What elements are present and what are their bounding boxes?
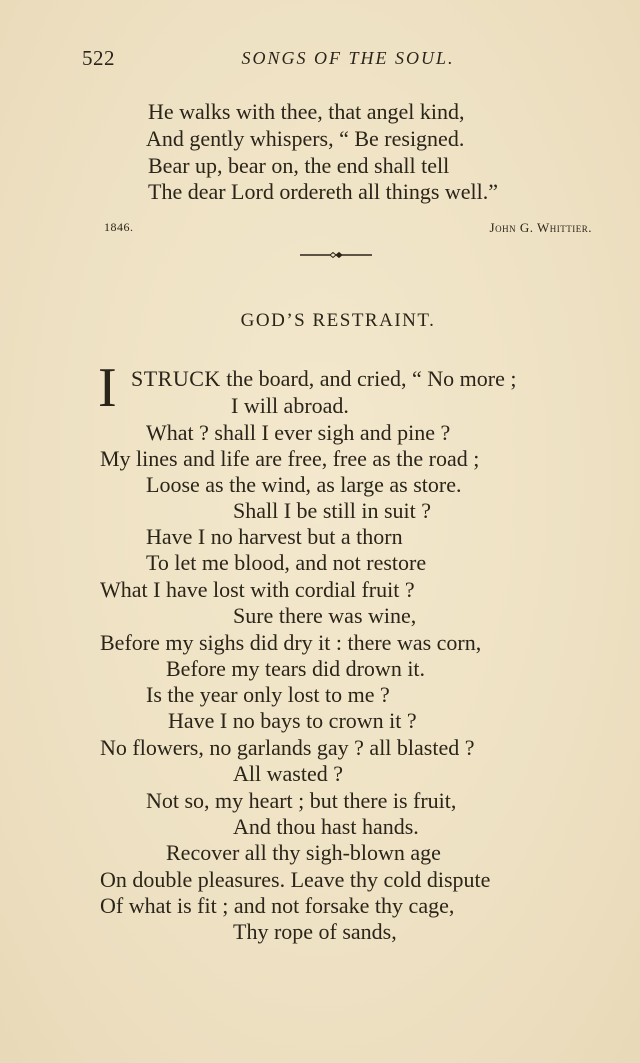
poem-first-line xyxy=(131,366,516,392)
poem-line: My lines and life are free, free as the road ; xyxy=(100,446,480,471)
poem-line: Thy rope of sands, xyxy=(233,919,397,944)
previous-poem-line-3: Bear up, bear on, the end shall tell xyxy=(148,153,450,178)
poem-title: GOD’S RESTRAINT. xyxy=(240,310,436,331)
poem-line: I will abroad. xyxy=(231,393,349,418)
poem-line: Have I no bays to crown it ? xyxy=(168,708,417,733)
previous-poem-line-1: He walks with thee, that angel kind, xyxy=(148,99,465,124)
poem-line: Before my tears did drown it. xyxy=(166,656,426,681)
previous-poem-line-2: And gently whispers, “ Be resigned. xyxy=(146,126,465,151)
ornament-divider-icon xyxy=(300,248,372,262)
poem-first-line-rest: the board, and cried, “ No more ; xyxy=(220,366,517,391)
poem-line: Have I no harvest but a thorn xyxy=(146,524,403,549)
poem-line: Shall I be still in suit ? xyxy=(233,498,431,523)
poem-line: Not so, my heart ; but there is fruit, xyxy=(146,788,457,813)
drop-cap: I xyxy=(98,357,117,419)
poem-line: Recover all thy sigh-blown age xyxy=(166,840,441,865)
poem-line: All wasted ? xyxy=(233,761,343,786)
poem-line: Before my sighs did dry it : there was corn, xyxy=(100,630,482,655)
poem-line: On double pleasures. Leave thy cold dispute xyxy=(100,867,491,892)
poem-line: Sure there was wine, xyxy=(233,603,417,628)
poem-year: 1846. xyxy=(104,220,134,234)
poem-line: To let me blood, and not restore xyxy=(146,550,427,575)
poem-first-word: STRUCK xyxy=(131,366,221,391)
poem-line: Of what is fit ; and not forsake thy cage, xyxy=(100,893,455,918)
poem-line: What ? shall I ever sigh and pine ? xyxy=(146,420,451,445)
poem-line: And thou hast hands. xyxy=(233,814,419,839)
poem-line: Loose as the wind, as large as store. xyxy=(146,472,462,497)
page-number: 522 xyxy=(82,46,115,70)
running-head: SONGS OF THE SOUL. xyxy=(241,48,455,68)
poem-line: Is the year only lost to me ? xyxy=(146,682,390,707)
poem-author: John G. Whittier. xyxy=(489,220,592,235)
poem-line: What I have lost with cordial fruit ? xyxy=(100,577,415,602)
poem-line: No flowers, no garlands gay ? all blasted ? xyxy=(100,735,475,760)
previous-poem-line-4: The dear Lord ordereth all things well.” xyxy=(148,179,499,204)
